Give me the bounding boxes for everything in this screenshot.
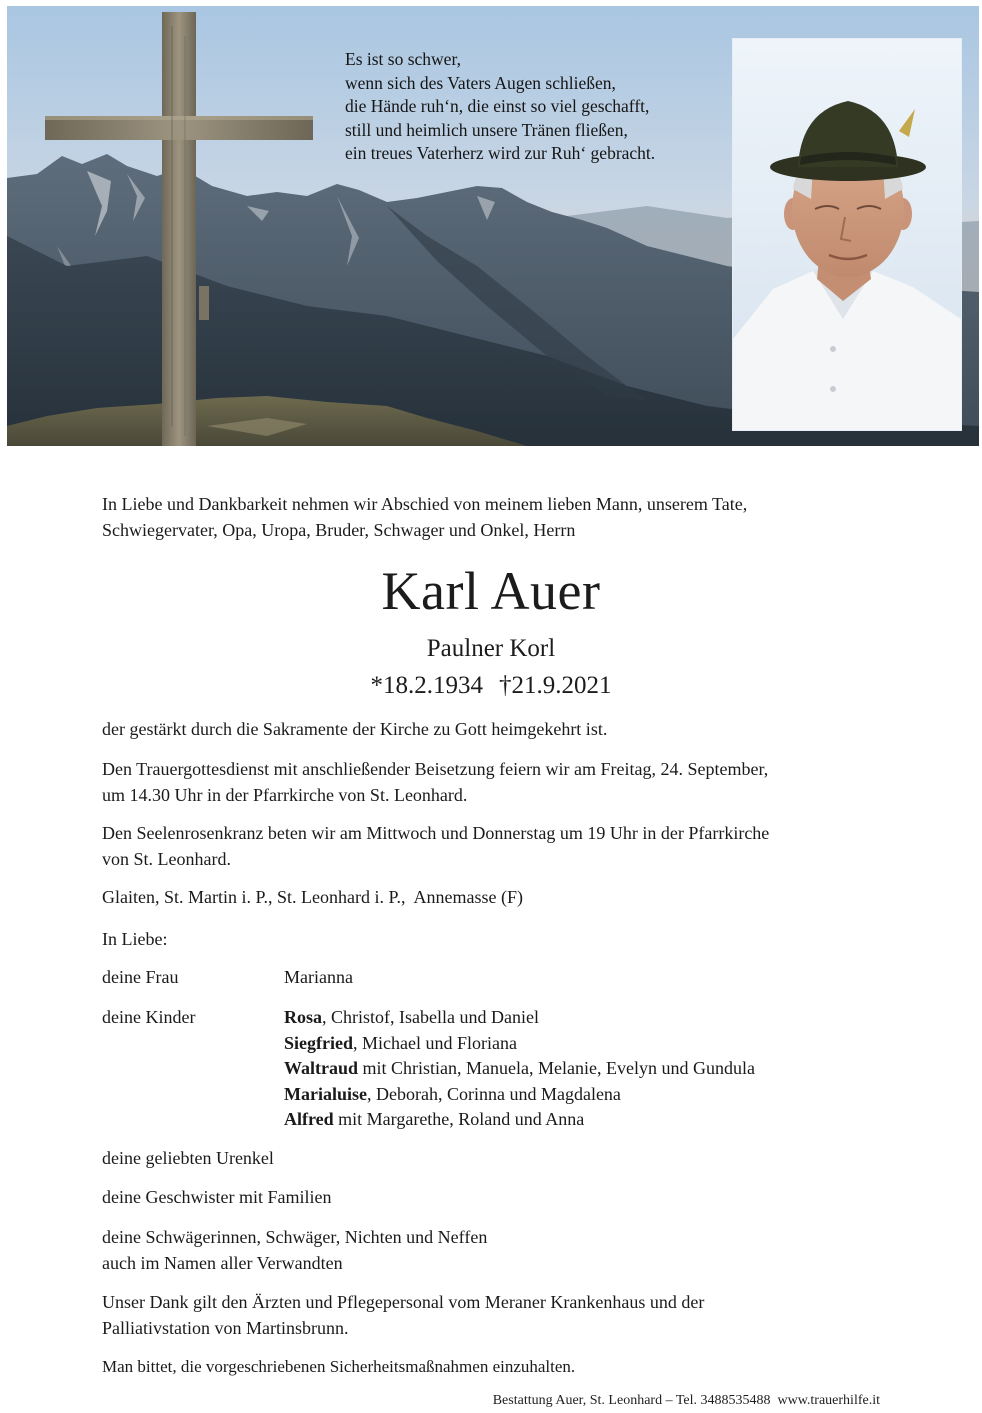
- rosary-text: [102, 821, 769, 872]
- service-line: um 14.30 Uhr in der Pfarrkirche von St. Leonhard.: [102, 784, 468, 805]
- child-family: , Michael und Floriana: [353, 1032, 517, 1053]
- poem-line: still und heimlich unsere Tränen fließen,: [345, 119, 628, 140]
- service-line: Den Trauergottesdienst mit anschließender Beisetzung feiern wir am Freitag, 24. September,: [102, 759, 769, 779]
- poem-line: ein treues Vaterherz wird zur Ruh‘ gebracht.: [345, 143, 656, 163]
- life-dates: [0, 670, 982, 702]
- list-item: [284, 1107, 755, 1133]
- wife-label: deine Frau: [102, 967, 179, 987]
- list-item: [284, 1031, 755, 1057]
- poem-line: die Hände ruh‘n, die einst so viel geschafft,: [345, 96, 650, 116]
- child-name: Siegfried: [284, 1032, 353, 1053]
- thanks-line: Unser Dank gilt den Ärzten und Pflegepersonal vom Meraner Krankenhaus und der: [102, 1292, 705, 1312]
- child-name: Rosa: [284, 1007, 323, 1027]
- wife-name: Marianna: [284, 967, 353, 987]
- child-family: mit Margarethe, Roland und Anna: [333, 1109, 585, 1129]
- list-item: [284, 1082, 755, 1108]
- child-family: , Deborah, Corinna und Magdalena: [367, 1083, 621, 1104]
- sacraments-text: der gestärkt durch die Sakramente der Kirche zu Gott heimgekehrt ist.: [102, 719, 608, 739]
- death-date: †21.9.2021: [499, 672, 612, 699]
- intro-text: [102, 492, 887, 543]
- deceased-name: Karl Auer: [381, 561, 601, 621]
- child-family: , Christof, Isabella und Daniel: [322, 1007, 539, 1027]
- portrait-photo: [732, 38, 962, 431]
- child-name: Waltraud: [284, 1058, 359, 1078]
- in-laws-line: deine Schwägerinnen, Schwäger, Nichten und Neffen: [102, 1227, 488, 1247]
- places-text: Glaiten, St. Martin i. P., St. Leonhard i. P., Annemasse (F): [102, 887, 523, 907]
- rosary-line: von St. Leonhard.: [102, 848, 231, 869]
- rosary-line: Den Seelenrosenkranz beten wir am Mittwoch und Donnerstag um 19 Uhr in der Pfarrkirche: [102, 823, 770, 843]
- intro-line: Schwiegervater, Opa, Uropa, Bruder, Schwager und Onkel, Herrn: [102, 519, 576, 540]
- great-grandchildren-text: deine geliebten Urenkel: [102, 1148, 274, 1168]
- in-love-label: In Liebe:: [102, 929, 168, 949]
- safety-notice: Man bittet, die vorgeschriebenen Sicherheitsmaßnahmen einzuhalten.: [102, 1357, 576, 1376]
- deceased-nickname: Paulner Korl: [426, 635, 556, 662]
- in-laws-line: auch im Namen aller Verwandten: [102, 1252, 343, 1273]
- birth-date: *18.2.1934: [370, 672, 483, 699]
- thanks-line: Palliativstation von Martinsbrunn.: [102, 1317, 349, 1338]
- children-list: [284, 1005, 755, 1133]
- siblings-text: deine Geschwister mit Familien: [102, 1187, 332, 1207]
- funeral-service-text: [102, 757, 768, 808]
- portrait-illustration: [733, 39, 961, 430]
- child-name: Marialuise: [284, 1083, 367, 1104]
- thanks-text: [102, 1290, 704, 1341]
- child-family: mit Christian, Manuela, Melanie, Evelyn und Gundula: [358, 1058, 755, 1078]
- list-item: [284, 1005, 755, 1031]
- intro-line: In Liebe und Dankbarkeit nehmen wir Abschied von meinem lieben Mann, unserem Tate,: [102, 494, 748, 514]
- in-laws-text: [102, 1225, 487, 1276]
- funeral-home-footer: Bestattung Auer, St. Leonhard – Tel. 3488535488 www.trauerhilfe.it: [492, 1393, 880, 1408]
- poem-line: Es ist so schwer,: [345, 49, 461, 69]
- poem-line: wenn sich des Vaters Augen schließen,: [345, 72, 616, 93]
- poem: [345, 48, 735, 166]
- list-item: [284, 1056, 755, 1082]
- children-label: deine Kinder: [102, 1007, 196, 1027]
- child-name: Alfred: [284, 1109, 334, 1129]
- header-photo-banner: [7, 6, 979, 446]
